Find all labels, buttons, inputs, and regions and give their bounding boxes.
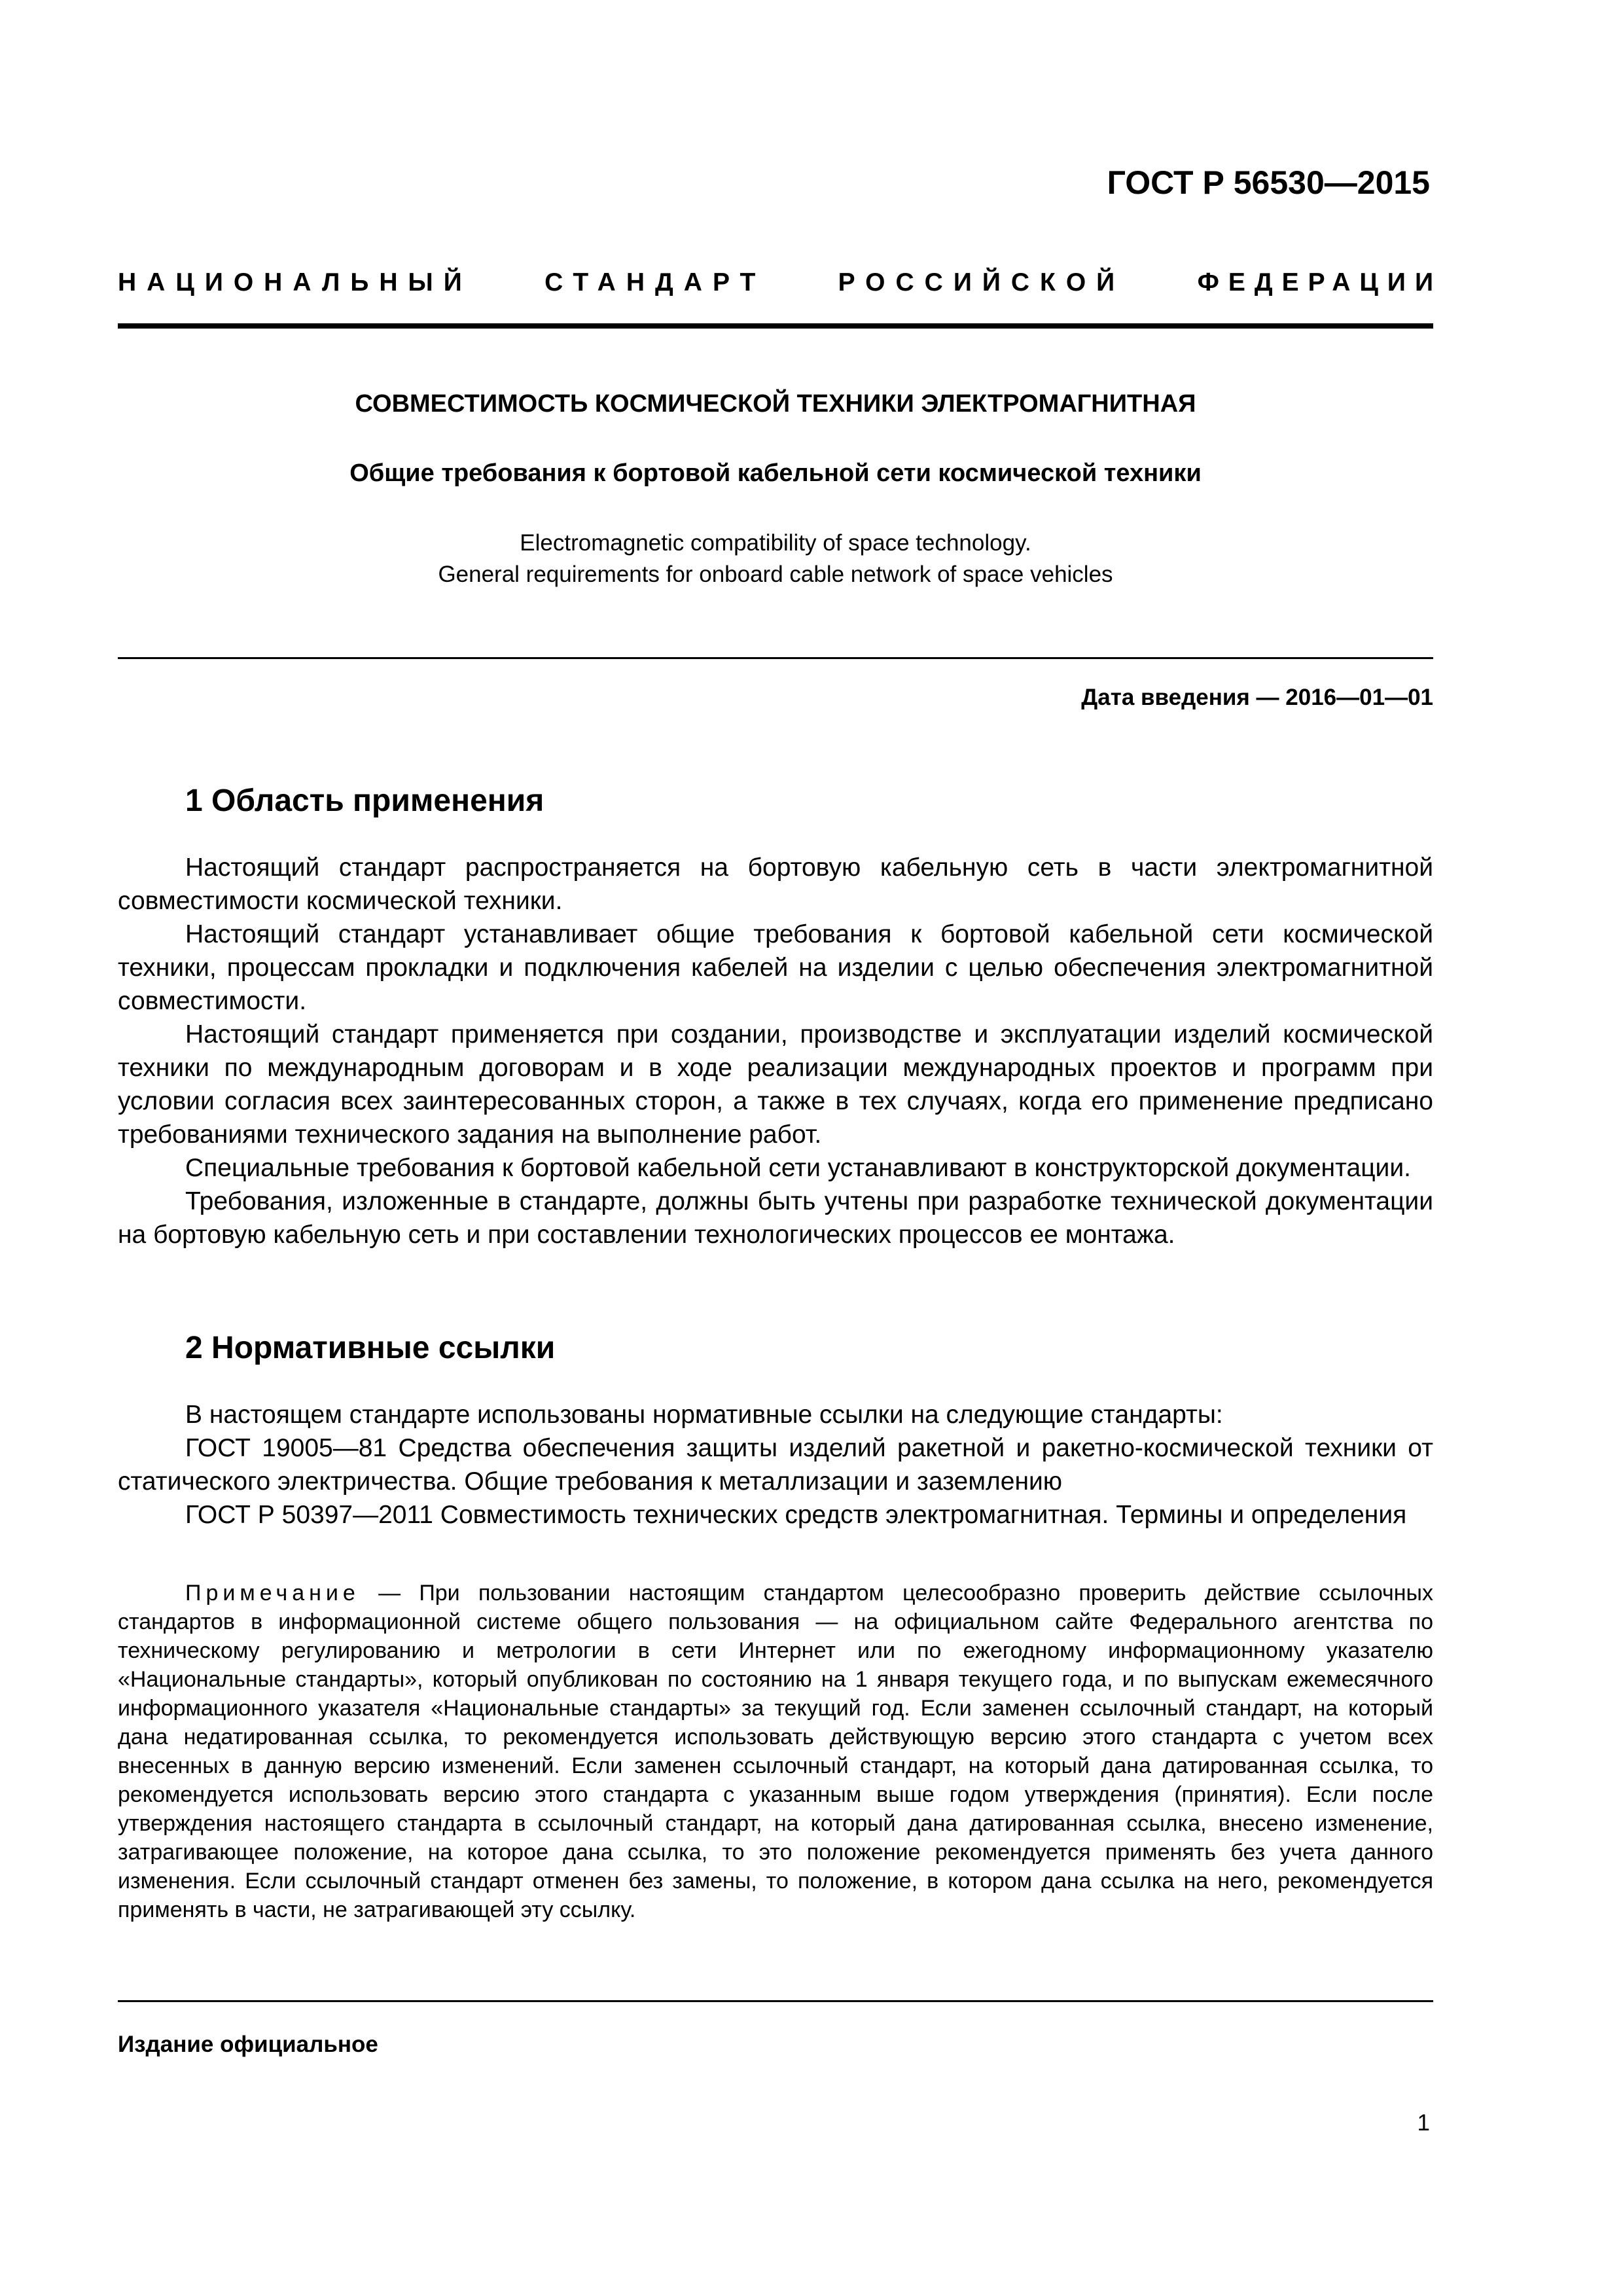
paragraph: Специальные требования к бортовой кабельной сети устанавливают в конструкторской документации.: [185, 1154, 1411, 1182]
section-1-body: [118, 851, 1433, 1251]
document-subtitle: Общие требования к бортовой кабельной сети космической техники: [349, 459, 1202, 487]
paragraph: Настоящий стандарт распространяется на бортовую кабельную сеть в части электромагнитной совместимости космической техники.: [118, 853, 1433, 915]
page-number: 1: [1417, 2110, 1430, 2136]
english-title-line: General requirements for onboard cable network of space vehicles: [438, 562, 1113, 587]
paragraph: Настоящий стандарт применяется при создании, производстве и эксплуатации изделий космической техники по международным договорам и в ходе реализации международных проектов и программ при условии согласия всех заинтересованных сторон, а также в тех случаях, когда его применение предписано требованиями технического задания на выполнение работ.: [118, 1020, 1433, 1149]
standard-code: ГОСТ Р 56530—2015: [1107, 164, 1430, 201]
note-text: — При пользовании настоящим стандартом целесообразно проверить действие ссылочных стандартов в информационной системе общего пользования — на официальном сайте Федерального агентства по техническому регулированию и метрологии в сети Интернет или по ежегодному информационному указателю «Национальные стандарты», который опубликован по состоянию на 1 января текущего года, и по выпускам ежемесячного информационного указателя «Национальные стандарты» за текущий год. Если заменен ссылочный стандарт, на который дана недатированная ссылка, то рекомендуется использовать действующую версию этого стандарта с учетом всех внесенных в данную версию изменений. Если заменен ссылочный стандарт, на который дана датированная ссылка, то рекомендуется использовать версию этого стандарта с указанным выше годом утверждения (принятия). Если после утверждения настоящего стандарта в ссылочный стандарт, на который дана датированная ссылка, внесено изменение, затрагивающее положение, на которое дана ссылка, то это положение рекомендуется применять без учета данного изменения. Если ссылочный стандарт отменен без замены, то положение, в котором дана ссылка на него, рекомендуется применять в части, не затрагивающей эту ссылку.: [118, 1581, 1433, 1922]
introduction-date: Дата введения — 2016—01—01: [1081, 685, 1433, 710]
footer-divider: [118, 2000, 1433, 2002]
paragraph: Требования, изложенные в стандарте, должны быть учтены при разработке технической документации на бортовую кабельную сеть и при составлении технологических процессов ее монтажа.: [118, 1187, 1433, 1249]
section-1-heading: 1 Область применения: [185, 783, 544, 818]
banner-word: ФЕДЕРАЦИИ: [1197, 268, 1442, 296]
official-edition-label: Издание официальное: [118, 2032, 378, 2057]
paragraph: Настоящий стандарт устанавливает общие требования к бортовой кабельной сети космической техники, процессам прокладки и подключения кабелей на изделии с целью обеспечения электромагнитной совместимости.: [118, 920, 1433, 1015]
note-block: [118, 1579, 1433, 1924]
banner-word: СТАНДАРТ: [544, 268, 766, 296]
banner-word: НАЦИОНАЛЬНЫЙ: [118, 268, 473, 296]
reference-item: ГОСТ Р 50397—2011 Совместимость технических средств электромагнитная. Термины и определения: [185, 1501, 1407, 1529]
note-label: Примечание: [185, 1581, 360, 1605]
document-title: СОВМЕСТИМОСТЬ КОСМИЧЕСКОЙ ТЕХНИКИ ЭЛЕКТРОМАГНИТНАЯ: [355, 390, 1196, 418]
title-divider: [118, 657, 1433, 659]
english-title: [118, 528, 1433, 590]
reference-item: ГОСТ 19005—81 Средства обеспечения защиты изделий ракетной и ракетно-космической техники от статического электричества. Общие требования к металлизации и заземлению: [118, 1434, 1433, 1496]
paragraph: В настоящем стандарте использованы нормативные ссылки на следующие стандарты:: [185, 1401, 1223, 1429]
national-standard-banner: [118, 268, 1442, 297]
section-2-heading: 2 Нормативные ссылки: [185, 1331, 556, 1365]
note-paragraph: [118, 1579, 1433, 1924]
top-divider: [118, 323, 1433, 329]
section-2-body: [118, 1398, 1433, 1532]
banner-word: РОССИЙСКОЙ: [838, 268, 1126, 296]
english-title-line: Electromagnetic compatibility of space technology.: [520, 530, 1031, 556]
